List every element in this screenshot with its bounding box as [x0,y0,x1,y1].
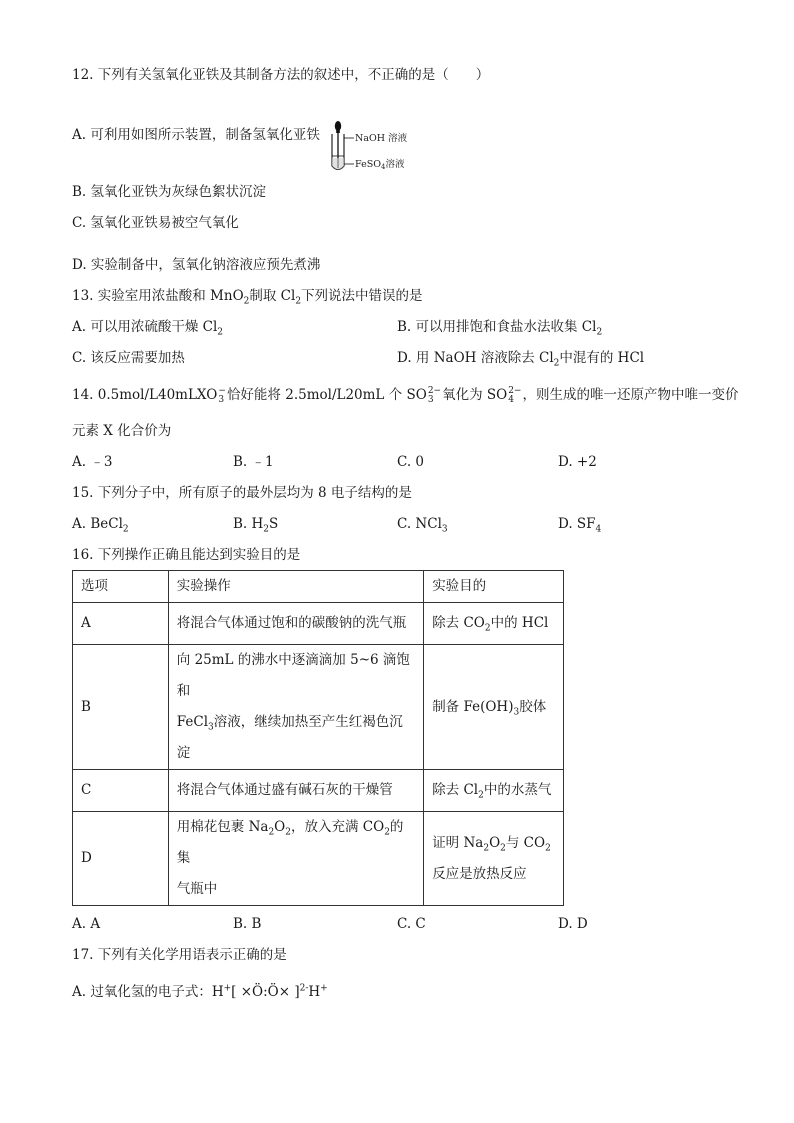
header-operation: 实验操作 [168,571,423,603]
label-feso4-solution: FeSO$_4$溶液 [355,159,405,171]
label-naoh-solution: NaOH 溶液 [355,133,408,144]
q15-option-b: B. $H_2S$ [233,516,279,535]
row-c-purpose: 除去 $Cl_2$中的水蒸气 [424,770,564,812]
row-a-operation: 将混合气体通过饱和的碳酸钠的洗气瓶 [168,603,423,645]
table-row [73,645,564,770]
q12-stem: 12. 下列有关氢氧化亚铁及其制备方法的叙述中，不正确的是（ ） [72,67,490,83]
q14-stem: 14. 0.5mol/L40mLXO − 3 恰好能将 2.5mol/L20mL 个 SO 2− 3 氧化为 SO 2− 4 ，则生成的唯一还原产物中唯一变价 [72,385,739,405]
row-b-purpose: 制备 $Fe(OH)_3$胶体 [424,645,564,770]
q16-option-c: C. C [397,916,426,932]
header-purpose: 实验目的 [424,571,564,603]
header-option: 选项 [73,571,169,603]
row-a-option: A [73,603,169,645]
q12-option-d: D. 实验制备中，氢氧化钠溶液应预先煮沸 [72,257,321,273]
q13-option-d: D. 用 NaOH 溶液除去 $Cl_2$中混有的 HCl [397,350,645,369]
table-row [73,770,564,812]
q16-option-a: A. A [72,916,101,932]
q13-option-a: A. 可以用浓硫酸干燥 $Cl_2$ [72,319,224,338]
q13-option-b: B. 可以用排饱和食盐水法收集 $Cl_2$ [397,319,603,338]
row-b-operation: 向 25mL 的沸水中逐滴滴加 5~6 滴饱和 FeCl$_3$溶液，继续加热至产生红褐色沉 淀 [168,645,423,770]
q13-stem: 13. 实验室用浓盐酸和 MnO$_2$制取 $Cl_2$下列说法中错误的是 [72,288,423,307]
table-row [73,812,564,906]
q13-option-c: C. 该反应需要加热 [72,350,185,366]
row-d-option: D [73,812,169,906]
row-b-option: B [73,645,169,770]
experiment-table [72,570,564,906]
q15-option-c: C. NCl$_3$ [397,516,448,535]
q12-option-a: A. 可利用如图所示装置，制备氢氧化亚铁 [72,127,320,143]
q16-option-d: D. D [558,916,588,932]
q15-option-a: A. BeCl$_2$ [72,516,129,535]
q14-option-d: D. +2 [558,454,597,470]
q15-stem: 15. 下列分子中，所有原子的最外层均为 8 电子结构的是 [72,485,412,501]
table-row [73,603,564,645]
row-a-purpose: 除去 $CO_2$中的 HCl [424,603,564,645]
q16-option-b: B. B [233,916,262,932]
q14-option-b: B. ﹣1 [233,454,274,470]
q14-option-c: C. 0 [397,454,425,470]
q12-option-b: B. 氢氧化亚铁为灰绿色絮状沉淀 [72,184,267,200]
row-d-operation: 用棉花包裹 $Na_2O_2$，放入充满 $CO_2$的集 气瓶中 [168,812,423,906]
q12-option-c: C. 氢氧化亚铁易被空气氧化 [72,215,239,231]
q17-stem: 17. 下列有关化学用语表示正确的是 [72,947,287,963]
q17-option-a: A. 过氧化氢的电子式：H+[ ×Ö:Ö× ]$^{2-}$H+ [72,983,328,1000]
q14-stem-line2: 元素 X 化合价为 [72,423,172,439]
peroxide-electron-formula: ×Ö:Ö× [240,984,291,1000]
table-header-row [73,571,564,603]
test-tube-apparatus-figure [324,120,424,174]
row-c-operation: 将混合气体通过盛有碱石灰的干燥管 [168,770,423,812]
row-c-option: C [73,770,169,812]
q15-option-d: D. $SF_4$ [558,516,602,535]
q16-stem: 16. 下列操作正确且能达到实验目的是 [72,547,301,563]
q14-option-a: A. ﹣3 [72,454,113,470]
row-d-purpose: 证明 $Na_2O_2$与 $CO_2$ 反应是放热反应 [424,812,564,906]
dropper-bulb [335,121,341,131]
